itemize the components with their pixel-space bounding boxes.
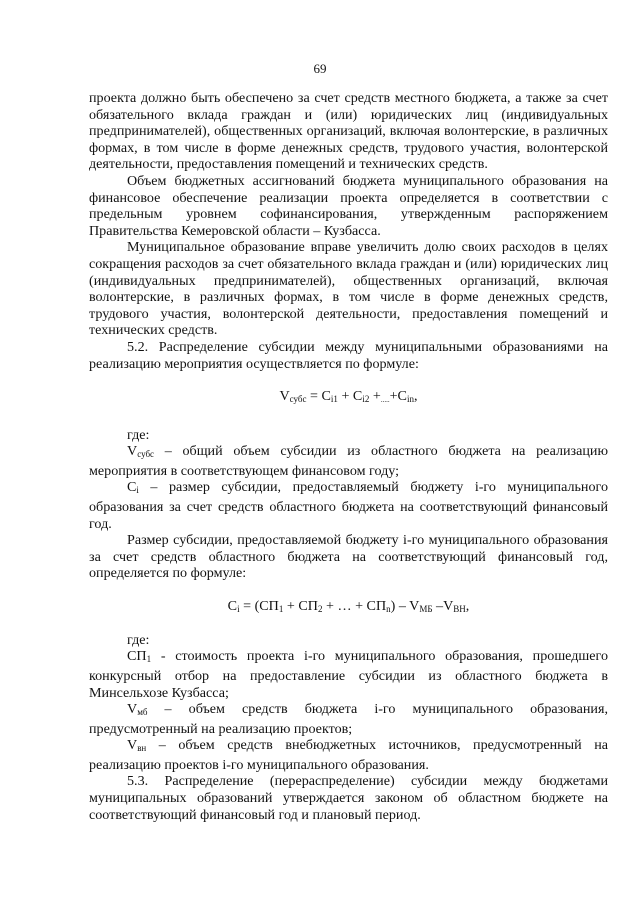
- paragraph-5-3: 5.3. Распределение (перераспределение) субсидии между бюджетами муниципальных образований утверждается законом об областном бюджете на соответствующий финансовый год и плановый период.: [89, 773, 608, 823]
- paragraph-2: Объем бюджетных ассигнований бюджета муниципального образования на финансовое обеспечение реализации проекта определяется в соответствии с предельным уровнем софинансирования, утвержденным распоряжением Правительства Кемеровской области – Кузбасса.: [89, 172, 608, 239]
- definition-v-mb: $V_{мб}$ – объем средств бюджета i-го муниципального образования, предусмотренный на реализацию проектов;: [89, 701, 608, 737]
- definition-v-subs: $V_{субс}$ – общий объем субсидии из областного бюджета на реализацию мероприятия в соответствующем финансовом году;: [89, 443, 608, 479]
- page-number: 69: [313, 61, 327, 76]
- paragraph-3: Муниципальное образование вправе увеличить долю своих расходов в целях сокращения расходов за счет обязательного вклада граждан и (или) юридических лиц (индивидуальных предпринимателей), общественных организаций, включая волонтерские, в различных формах, в том числе в форме денежных средств, трудового участия, волонтерской деятельности, предоставления помещений и технических средств.: [89, 239, 608, 339]
- definition-c-i: $C_i$ – размер субсидии, предоставляемый бюджету i-го муниципального образования за счет средств областного бюджета на соответствующий финансовый год.: [89, 479, 608, 532]
- paragraph-1: проекта должно быть обеспечено за счет средств местного бюджета, а также за счет обязательного вклада граждан и (или) юридических лиц (индивидуальных предпринимателей), общественных организаций, включая волонтерские, в различных формах, в том числе в форме денежных средств, трудового участия, волонтерской деятельности, предоставления помещений и технических средств.: [89, 90, 608, 173]
- formula-subsidy-size: $C_i = (СП_1 + СП_2$ + … + $СП_n) - V_{МБ}$ $-V_{ВН}$,: [227, 598, 470, 615]
- where-label-1: где:: [127, 426, 150, 443]
- document-body: [89, 90, 608, 823]
- paragraph-5-2: 5.2. Распределение субсидии между муниципальными образованиями на реализацию мероприятия осуществляется по формуле:: [89, 338, 608, 372]
- definition-sp-1: $СП_1$ - стоимость проекта i-го муниципального образования, прошедшего конкурсный отбор на предоставление субсидии из областного бюджета в Минсельхозе Кузбасса;: [89, 648, 608, 701]
- paragraph-subsidy-size: Размер субсидии, предоставляемой бюджету i-го муниципального образования за счет средств областного бюджета на соответствующий финансовый год, определяется по формуле:: [89, 532, 608, 582]
- definition-v-vn: $V_{вн}$ – объем средств внебюджетных источников, предусмотренный на реализацию проектов i-го муниципального образования.: [89, 737, 608, 773]
- formula-subsidy-total: $V_{субс} = C_{i1} + C_{i2} +.....+C_{in}$,: [279, 388, 418, 405]
- where-label-2: где:: [127, 631, 150, 648]
